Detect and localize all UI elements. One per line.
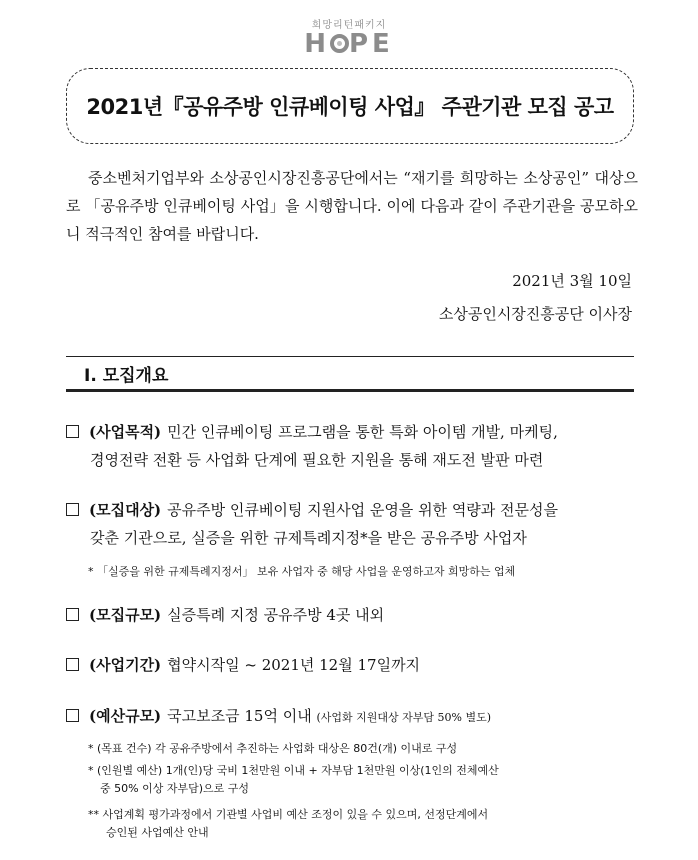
- item-label: (모집규모): [89, 606, 162, 624]
- logo-wordmark: [0, 31, 698, 57]
- page-title: 2021년『공유주방 인큐베이팅 사업』 주관기관 모집 공고: [86, 95, 614, 119]
- item-label: (사업목적): [89, 423, 162, 441]
- note-mark: **: [88, 808, 99, 821]
- list-item: [66, 601, 638, 629]
- list-item: [66, 418, 638, 474]
- item-text: 실증특례 지정 공유주방 4곳 내외: [167, 606, 385, 624]
- section-header: [66, 356, 634, 392]
- announcement-date: 2021년 3월 10일: [512, 272, 632, 290]
- logo-subtitle: 희망리턴패키지: [311, 20, 387, 31]
- note-text-cont: 승인된 사업예산 안내: [106, 826, 209, 839]
- note-mark: *: [88, 764, 94, 777]
- intro-text: 중소벤처기업부와 소상공인시장진흥공단에서는 “재기를 희망하는 소상공인” 대상으로 「공유주방 인큐베이팅 사업」을 시행합니다. 이에 다음과 같이 주관기관을 공모하오니 적극적인 참여를 바랍니다.: [66, 169, 638, 243]
- intro-paragraph: [66, 164, 638, 248]
- checkbox-square-icon: [66, 658, 79, 671]
- note-mark: *: [88, 742, 94, 755]
- logo-text-pe: PE: [348, 29, 394, 59]
- checkbox-square-icon: [66, 425, 79, 438]
- note-text-cont: 중 50% 이상 자부담)으로 구성: [100, 782, 249, 795]
- checkbox-square-icon: [66, 608, 79, 621]
- item-text-cont: 갖춘 기관으로, 실증을 위한 규제특례지정*을 받은 공유주방 사업자: [90, 529, 527, 547]
- item-text: 공유주방 인큐베이팅 지원사업 운영을 위한 역량과 전문성을: [167, 501, 559, 519]
- section-title: Ⅰ. 모집개요: [84, 365, 169, 386]
- item-text: 협약시작일 ~ 2021년 12월 17일까지: [167, 656, 421, 674]
- item-small-note: (사업화 지원대상 자부담 50% 별도): [316, 711, 492, 724]
- item-text: 국고보조금 15억 이내: [167, 707, 312, 725]
- signature: 소상공인시장진흥공단 이사장: [438, 305, 632, 323]
- item-label: (모집대상): [89, 501, 162, 519]
- budget-note: [88, 740, 638, 758]
- note-text: 사업계획 평가과정에서 기관별 사업비 예산 조정이 있을 수 있으며, 선정단계에서: [102, 808, 489, 821]
- logo-o-icon: [330, 34, 349, 53]
- note-text: (인원별 예산) 1개(인)당 국비 1천만원 이내 + 자부담 1천만원 이상(1인의 전체예산: [97, 764, 499, 777]
- list-item: [66, 496, 638, 552]
- item-text-cont: 경영전략 전환 등 사업화 단계에 필요한 지원을 통해 재도전 발판 마련: [90, 451, 544, 469]
- item-label: (예산규모): [89, 707, 162, 725]
- footnote: * 「실증을 위한 규제특례지정서」 보유 사업자 중 해당 사업을 운영하고자 희망하는 업체: [88, 565, 516, 578]
- checkbox-square-icon: [66, 503, 79, 516]
- title-box: [66, 68, 634, 144]
- list-item: [66, 651, 638, 679]
- note-text: (목표 건수) 각 공유주방에서 추진하는 사업화 대상은 80건(개) 이내로 구성: [97, 742, 458, 755]
- item-text: 민간 인큐베이팅 프로그램을 통한 특화 아이템 개발, 마케팅,: [167, 423, 558, 441]
- budget-note: [88, 762, 638, 798]
- hope-logo: [0, 16, 698, 57]
- list-item: [66, 702, 638, 732]
- item-label: (사업기간): [89, 656, 162, 674]
- checkbox-square-icon: [66, 709, 79, 722]
- logo-text-h: H: [304, 29, 330, 59]
- budget-note: [88, 806, 638, 842]
